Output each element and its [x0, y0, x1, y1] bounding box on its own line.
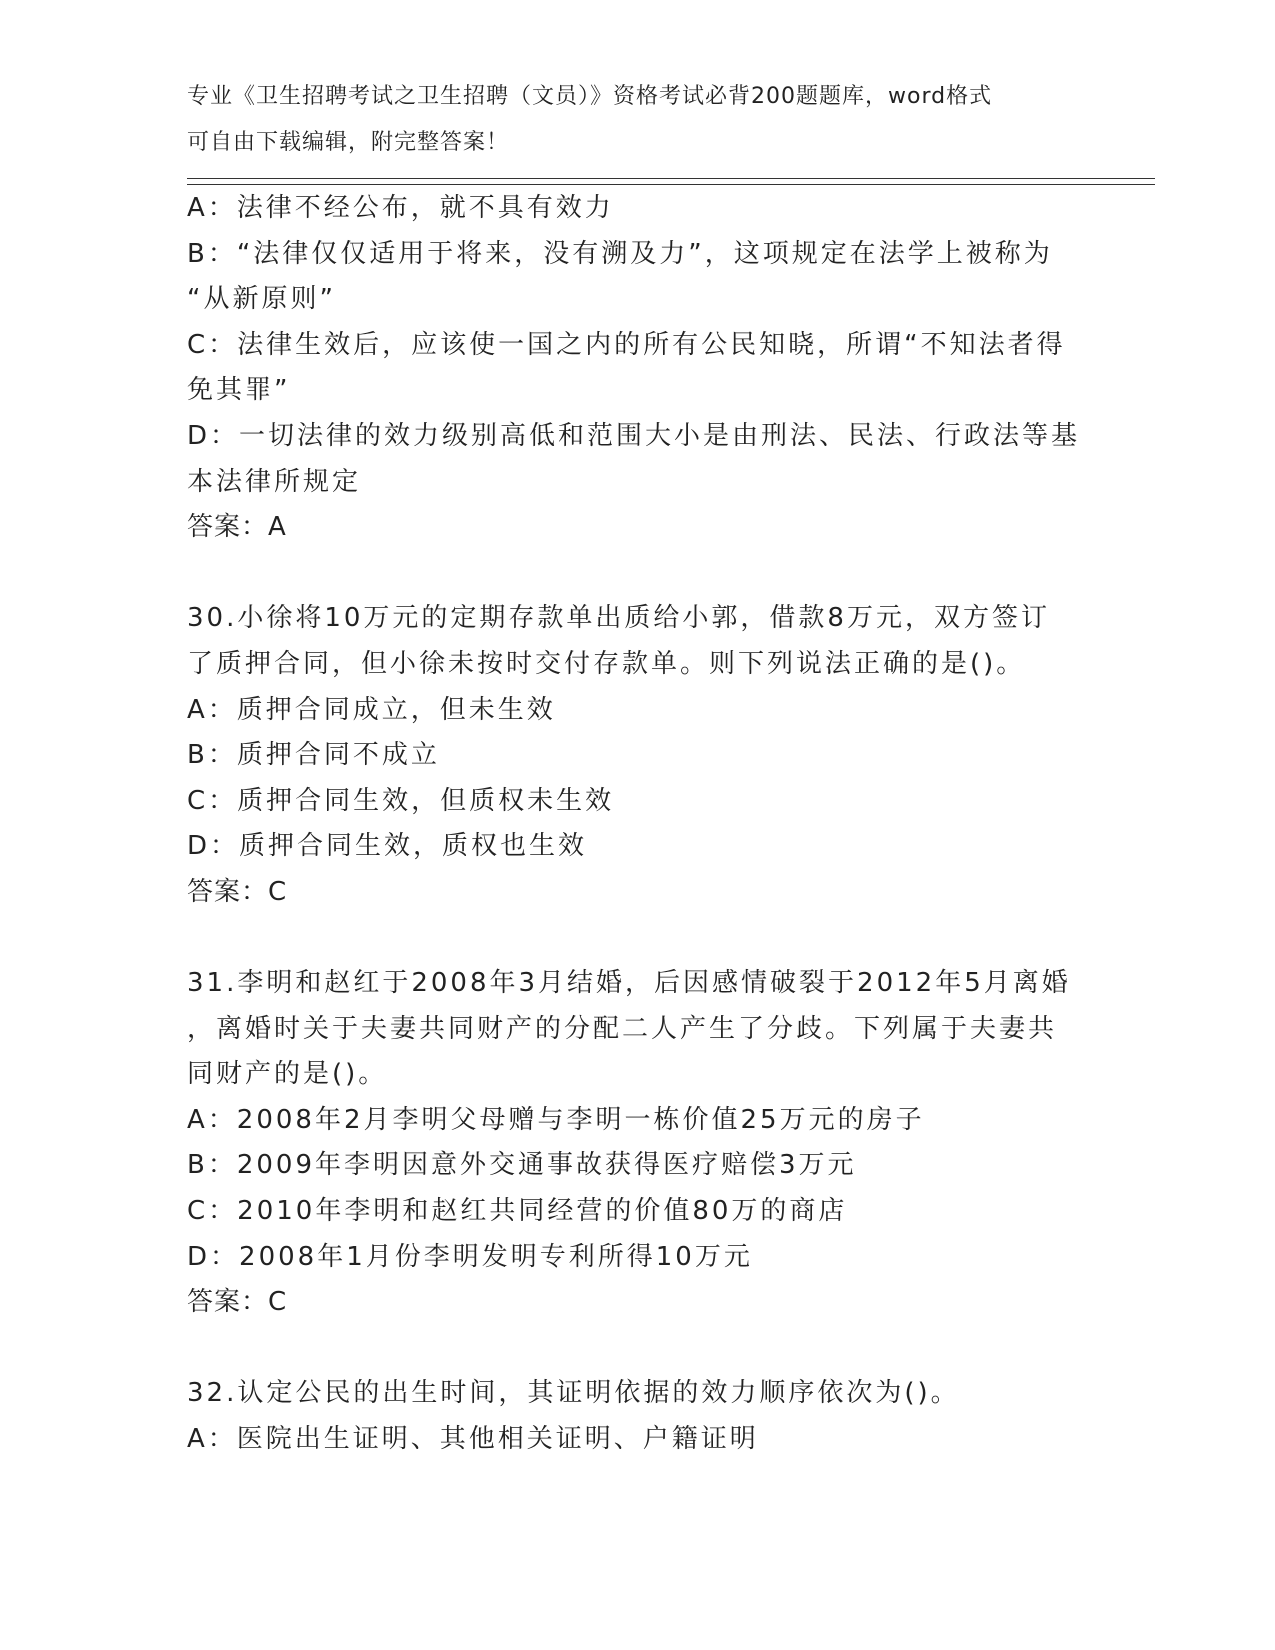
header-divider-top [187, 178, 1155, 179]
answer-label: 答案：C [187, 876, 288, 907]
question-stem-line-3: 同财产的是()。 [187, 1059, 388, 1090]
option-b: B：质押合同不成立 [187, 740, 440, 771]
question-31-block [187, 961, 1087, 1326]
option-c: C：质押合同生效，但质权未生效 [187, 785, 615, 816]
document-header [187, 74, 1087, 165]
question-32-block [187, 1371, 1087, 1462]
option-b: B：2009年李明因意外交通事故获得医疗赔偿3万元 [187, 1150, 857, 1181]
question-spacer [187, 1326, 1087, 1372]
question-stem-line-2: 了质押合同，但小徐未按时交付存款单。则下列说法正确的是()。 [187, 648, 1026, 679]
question-stem-line-2: ，离婚时关于夫妻共同财产的分配二人产生了分歧。下列属于夫妻共 [187, 1013, 1058, 1044]
option-a: A：法律不经公布，就不具有效力 [187, 193, 614, 223]
option-c-line-2: 免其罪” [187, 375, 291, 406]
answer-label: 答案：A [187, 512, 287, 543]
option-d: D：质押合同生效，质权也生效 [187, 831, 588, 862]
document-body [187, 186, 1087, 1463]
question-stem-line-1: 31.李明和赵红于2008年3月结婚，后因感情破裂于2012年5月离婚 [187, 968, 1071, 999]
question-30-block [187, 596, 1087, 915]
question-spacer [187, 551, 1087, 597]
option-c-line-1: C：法律生效后，应该使一国之内的所有公民知晓，所谓“不知法者得 [187, 329, 1066, 360]
header-divider-bottom [187, 184, 1155, 185]
option-d-line-2: 本法律所规定 [187, 466, 362, 497]
option-a: A：医院出生证明、其他相关证明、户籍证明 [187, 1424, 759, 1455]
option-d: D：2008年1月份李明发明专利所得10万元 [187, 1241, 753, 1272]
question-29-block [187, 186, 1087, 551]
question-spacer [187, 916, 1087, 962]
option-a: A：质押合同成立，但未生效 [187, 694, 556, 725]
option-b-line-2: “从新原则” [187, 284, 336, 315]
question-stem-line-1: 32.认定公民的出生时间，其证明依据的效力顺序依次为()。 [187, 1378, 960, 1409]
option-b-line-1: B：“法律仅仅适用于将来，没有溯及力”，这项规定在法学上被称为 [187, 238, 1053, 269]
header-title-line-1: 专业《卫生招聘考试之卫生招聘（文员）》资格考试必背200题题库，word格式 [187, 84, 993, 109]
option-d-line-1: D：一切法律的效力级别高低和范围大小是由刑法、民法、行政法等基 [187, 420, 1081, 451]
option-a: A：2008年2月李明父母赠与李明一栋价值25万元的房子 [187, 1104, 925, 1135]
option-c: C：2010年李明和赵红共同经营的价值80万的商店 [187, 1196, 848, 1227]
answer-label: 答案：C [187, 1287, 288, 1318]
question-stem-line-1: 30.小徐将10万元的定期存款单出质给小郭，借款8万元，双方签订 [187, 603, 1050, 634]
header-title-line-2: 可自由下载编辑，附完整答案！ [187, 129, 510, 155]
